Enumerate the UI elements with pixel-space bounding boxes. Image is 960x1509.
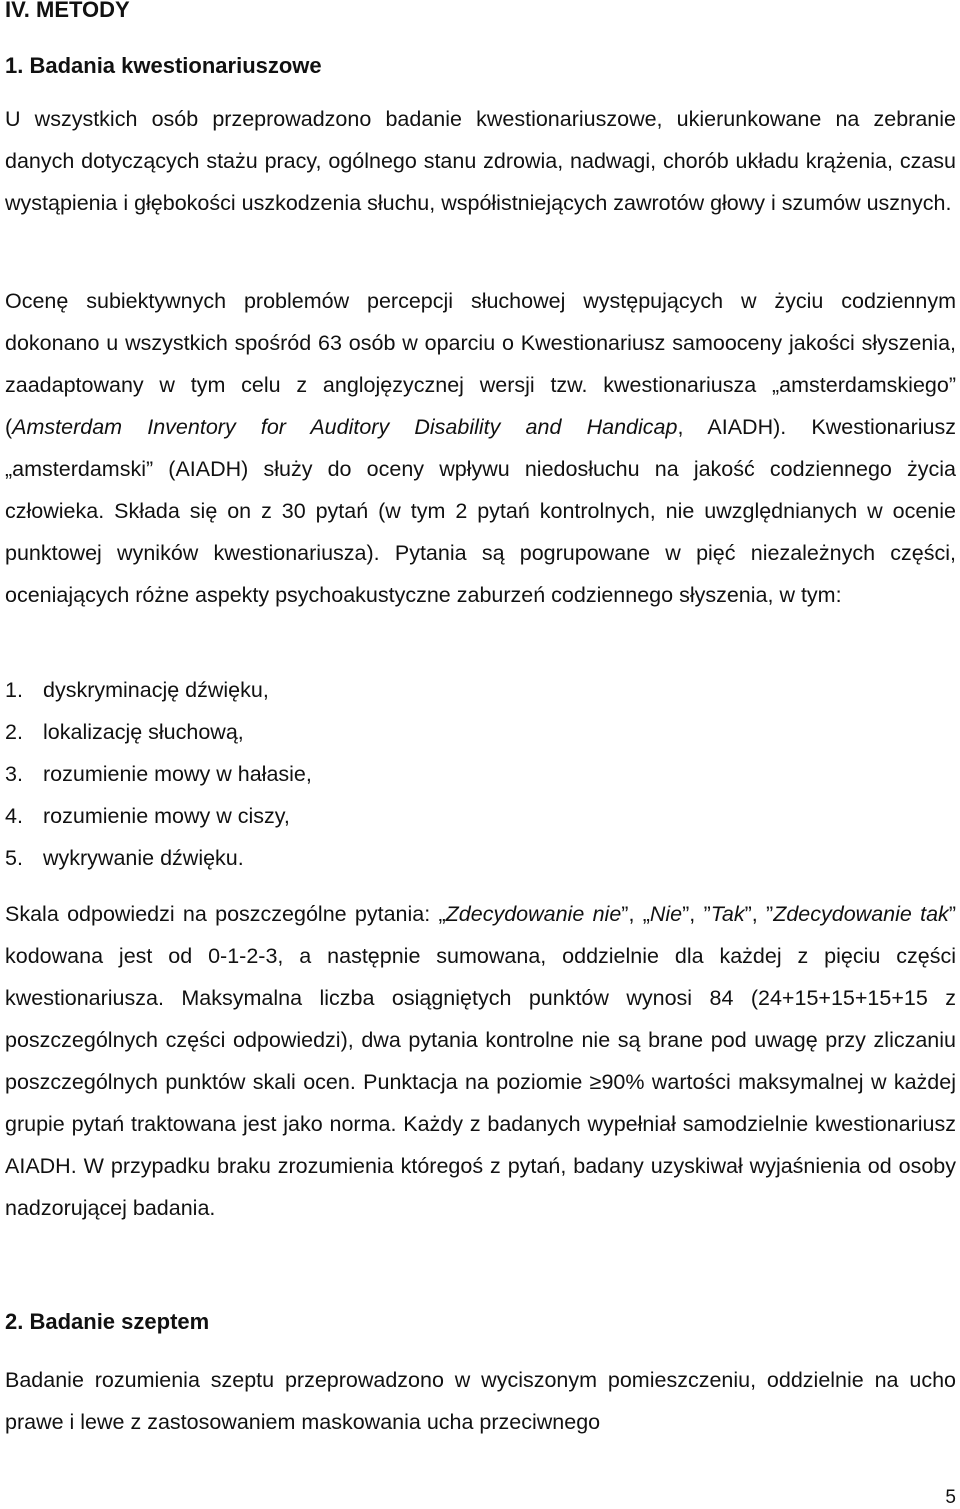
- scale-text-3: ”, ”: [682, 902, 711, 926]
- paragraph-scoring-scale: [5, 893, 956, 1229]
- chapter-heading: IV. METODY: [5, 0, 130, 22]
- list-item-text: dyskryminację dźwięku,: [43, 678, 269, 702]
- aiadh-text-part-b: , AIADH). Kwestionariusz „amsterdamski” (AIADH) służy do oceny wpływu niedosłuchu na jakość codziennego życia człowieka. Składa się on z 30 pytań (w tym 2 pytań kontrolnych, nie uwzględnianych w ocenie punktowej wyników kwestionariusza). Pytania są pogrupowane w pięć niezależnych części, oceniających różne aspekty psychoakustyczne zaburzeń codziennego słyszenia, w tym:: [5, 415, 956, 607]
- scale-text-2: ”, „: [621, 902, 650, 926]
- list-item: [5, 753, 312, 795]
- paragraph-questionnaire-intro: U wszystkich osób przeprowadzono badanie kwestionariuszowe, ukierunkowane na zebranie danych dotyczących stażu pracy, ogólnego stanu zdrowia, nadwagi, chorób układu krążenia, czasu wystąpienia i głębokości uszkodzenia słuchu, współistniejących zawrotów głowy i szumów usznych.: [5, 107, 956, 215]
- list-item: [5, 711, 312, 753]
- list-item: [5, 795, 312, 837]
- list-item-number: 4.: [5, 804, 23, 828]
- list-item-text: rozumienie mowy w ciszy,: [43, 804, 290, 828]
- section-heading-questionnaire: 1. Badania kwestionariuszowe: [5, 53, 322, 78]
- scale-text-1: Skala odpowiedzi na poszczególne pytania: „: [5, 902, 446, 926]
- list-item-number: 2.: [5, 720, 23, 744]
- list-item-number: 3.: [5, 762, 23, 786]
- list-item: [5, 669, 312, 711]
- scale-option-4: Zdecydowanie tak: [773, 902, 949, 926]
- list-item-text: rozumienie mowy w hałasie,: [43, 762, 312, 786]
- scale-option-3: Tak: [710, 902, 745, 926]
- scale-text-4: ”, ”: [744, 902, 774, 926]
- list-item-number: 5.: [5, 846, 23, 870]
- list-item: [5, 837, 312, 879]
- list-item-number: 1.: [5, 678, 23, 702]
- scale-option-2: Nie: [649, 902, 683, 926]
- page-number: 5: [945, 1487, 956, 1508]
- section-heading-whisper-test: 2. Badanie szeptem: [5, 1309, 210, 1334]
- paragraph-whisper-test: Badanie rozumienia szeptu przeprowadzono w wyciszonym pomieszczeniu, oddzielnie na ucho prawe i lewe z zastosowaniem maskowania ucha przeciwnego: [5, 1368, 956, 1434]
- scale-option-1: Zdecydowanie nie: [445, 902, 622, 926]
- aspect-list: [5, 669, 312, 879]
- list-item-text: lokalizację słuchową,: [43, 720, 244, 744]
- scale-text-5: ” kodowana jest od 0-1-2-3, a następnie sumowana, oddzielnie dla każdej z pięciu części kwestionariusza. Maksymalna liczba osiągniętych punktów wynosi 84 (24+15+15+15+15 z poszczególnych części odpowiedzi), dwa pytania kontrolne nie są brane pod uwagę przy zliczaniu poszczególnych punktów skali ocen. Punktacja na poziomie ≥90% wartości maksymalnej w każdej grupie pytań traktowana jest jako norma. Każdy z badanych wypełniał samodzielnie kwestionariusz AIADH. W przypadku braku zrozumienia któregoś z pytań, badany uzyskiwał wyjaśnienia od osoby nadzorującej badania.: [5, 902, 956, 1220]
- list-item-text: wykrywanie dźwięku.: [43, 846, 244, 870]
- paragraph-aiadh-description: [5, 280, 956, 616]
- aiadh-full-name: Amsterdam Inventory for Auditory Disability and Handicap: [12, 415, 678, 439]
- aiadh-text-part-a: Ocenę subiektywnych problemów percepcji słuchowej występujących w życiu codziennym dokonano u wszystkich spośród 63 osób w oparciu o Kwestionariusz samooceny jakości słyszenia, zaadaptowany w tym celu z anglojęzycznej wersji tzw. kwestionariusza „amsterdamskiego” (: [5, 289, 956, 439]
